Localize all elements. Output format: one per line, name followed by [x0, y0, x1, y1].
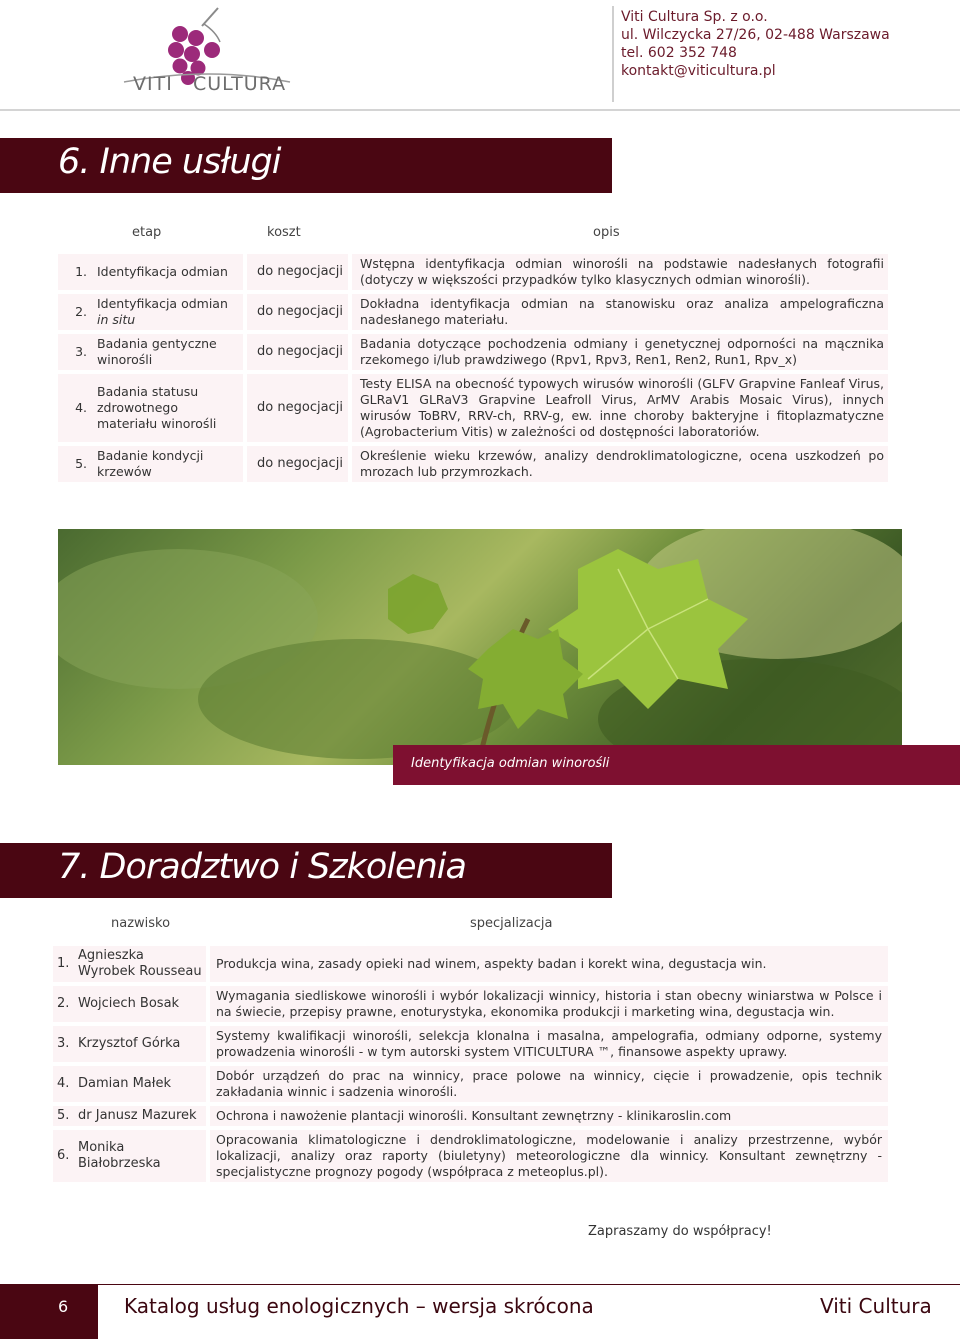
- row-number: 4.: [58, 374, 91, 442]
- row-stage: [91, 446, 247, 482]
- header-stage: etap: [132, 225, 162, 240]
- company-name: Viti Cultura Sp. z o.o.: [621, 9, 768, 25]
- row-number: 1.: [58, 254, 91, 290]
- row-stage: [91, 294, 247, 330]
- row-cost: do negocjacji: [247, 254, 352, 290]
- section-6-title: 6. Inne usługi: [58, 142, 281, 182]
- section-7-banner: [0, 843, 612, 898]
- table-row: [53, 1066, 888, 1102]
- stage-italic-text: in situ: [97, 312, 136, 327]
- logo-text-left: VITI: [133, 73, 173, 95]
- row-description: Określenie wieku krzewów, analizy dendroklimatologiczne, ocena uszkodzeń po mrozach lub przymrozkach.: [352, 446, 888, 482]
- row-stage: [91, 374, 247, 442]
- table-row: [53, 946, 888, 982]
- advisor-name: dr Janusz Mazurek: [76, 1106, 210, 1126]
- table-row: [53, 1026, 888, 1062]
- advisor-name: Monika Białobrzeska: [76, 1130, 210, 1182]
- row-cost: do negocjacji: [247, 374, 352, 442]
- advisor-specialization: Produkcja wina, zasady opieki nad winem, aspekty badan i korekt wina, degustacja win.: [210, 946, 888, 982]
- footer-brand: Viti Cultura: [820, 1294, 932, 1318]
- advisors-table: [53, 942, 888, 1186]
- page-number: 6: [58, 1297, 69, 1316]
- invitation-text: Zapraszamy do współpracy!: [588, 1224, 772, 1239]
- advisor-name: Krzysztof Górka: [76, 1026, 210, 1062]
- advisor-specialization: Systemy kwalifikacji winorośli, selekcja klonalna i masalna, ampelografia, odmiany odporne, systemy prowadzenia winorośli - w tym autorski system VITICULTURA ™, finansowe aspekty uprawy.: [210, 1026, 888, 1062]
- services-table: [58, 250, 888, 486]
- row-number: 5.: [53, 1106, 76, 1126]
- company-email[interactable]: kontakt@viticultura.pl: [621, 63, 776, 79]
- row-description: Wstępna identyfikacja odmian winorośli na podstawie nadesłanych fotografii (dotyczy w większości przypadków tylko klasycznych odmian winorośli).: [352, 254, 888, 290]
- header-specialization: specjalizacja: [470, 916, 553, 931]
- advisor-name: Damian Małek: [76, 1066, 210, 1102]
- logo-text-right: CULTURA: [193, 73, 287, 95]
- row-number: 3.: [53, 1026, 76, 1062]
- row-number: 4.: [53, 1066, 76, 1102]
- stage-text: Identyfikacja odmian: [97, 296, 228, 311]
- row-number: 1.: [53, 946, 76, 982]
- footer-title: Katalog usług enologicznych – wersja skrócona: [124, 1294, 594, 1318]
- section-7-title: 7. Doradztwo i Szkolenia: [58, 847, 466, 887]
- table-row: [53, 1106, 888, 1126]
- row-description: Testy ELISA na obecność typowych wirusów winorośli (GLFV Grapvine Fanleaf Virus, GLRaV1 GLRaV3 Grapvine Leafroll Virus, ArMV Arabis Mosaic Virus), innych wirusów ToBRV, RRV-ch, RRV-g, ew. inne choroby bakteryjne i fitoplazmatyczne (Agrobacterium Vitis) w zależności od dostępności laboratoriów.: [352, 374, 888, 442]
- row-stage: [91, 334, 247, 370]
- row-description: Dokładna identyfikacja odmian na stanowisku oraz analiza ampelograficzna nadesłanego materiału.: [352, 294, 888, 330]
- header-divider: [612, 6, 614, 102]
- row-cost: do negocjacji: [247, 294, 352, 330]
- footer-line: [0, 1284, 960, 1285]
- row-description: Badania dotyczące pochodzenia odmiany i genetycznej odporności na mącznika rzekomego i/lub prawdziwego (Rpv1, Rpv3, Ren1, Ren2, Run1, Rpv_x): [352, 334, 888, 370]
- grapevine-photo: [58, 529, 902, 765]
- table-row: [58, 294, 888, 330]
- header-cost: koszt: [267, 225, 301, 240]
- row-number: 5.: [58, 446, 91, 482]
- page-number-box: [0, 1285, 98, 1339]
- row-number: 2.: [53, 986, 76, 1022]
- photo-caption: Identyfikacja odmian winorośli: [411, 756, 610, 771]
- row-number: 2.: [58, 294, 91, 330]
- photo-caption-bar: [393, 745, 960, 785]
- table-row: [53, 1130, 888, 1182]
- row-number: 3.: [58, 334, 91, 370]
- company-phone[interactable]: tel. 602 352 748: [621, 45, 737, 61]
- row-number: 6.: [53, 1130, 76, 1182]
- header-name: nazwisko: [111, 916, 171, 931]
- advisor-specialization: Wymagania siedliskowe winorośli i wybór lokalizacji winnicy, historia i stan obecny winiarstwa w Polsce i na świecie, przepisy prawne, enoturystyka, ekonomika produkcji i marketing wina, degustacja win.: [210, 986, 888, 1022]
- advisor-specialization: Opracowania klimatologiczne i dendroklimatologiczne, modelowanie i analizy przestrzenne, wybór lokalizacji, analizy oraz raporty (biuletyny) meteorologiczne dla winnicy. Konsultant zewnętrzny - specjalistyczne prognozy pogody (współpraca z meteoplus.pl).: [210, 1130, 888, 1182]
- row-cost: do negocjacji: [247, 334, 352, 370]
- stage-text: Badanie kondycji krzewów: [97, 448, 204, 479]
- company-info: [621, 8, 890, 80]
- advisor-name: Agnieszka Wyrobek Rousseau: [76, 946, 210, 982]
- section-6-banner: [0, 138, 612, 193]
- company-address: ul. Wilczycka 27/26, 02-488 Warszawa: [621, 27, 890, 43]
- stage-text: Badania statusu zdrowotnego materiału winorośli: [97, 384, 217, 431]
- table-row: [58, 334, 888, 370]
- row-stage: [91, 254, 247, 290]
- row-cost: do negocjacji: [247, 446, 352, 482]
- header-rule: [0, 109, 960, 111]
- stage-text: Identyfikacja odmian: [97, 264, 228, 279]
- table-row: [58, 374, 888, 442]
- table-row: [53, 986, 888, 1022]
- advisor-specialization: Dobór urządzeń do prac na winnicy, prace polowe na winnicy, cięcie i prowadzenie, opis technik zakładania winnic i sadzenia winorośli.: [210, 1066, 888, 1102]
- stage-text: Badania gentyczne winorośli: [97, 336, 217, 367]
- header-description: opis: [593, 225, 620, 240]
- advisor-specialization: Ochrona i nawożenie plantacji winorośli. Konsultant zewnętrzny - klinikaroslin.com: [210, 1106, 888, 1126]
- table-row: [58, 254, 888, 290]
- grape-leaf-illustration: [58, 529, 902, 765]
- table-row: [58, 446, 888, 482]
- advisor-name: Wojciech Bosak: [76, 986, 210, 1022]
